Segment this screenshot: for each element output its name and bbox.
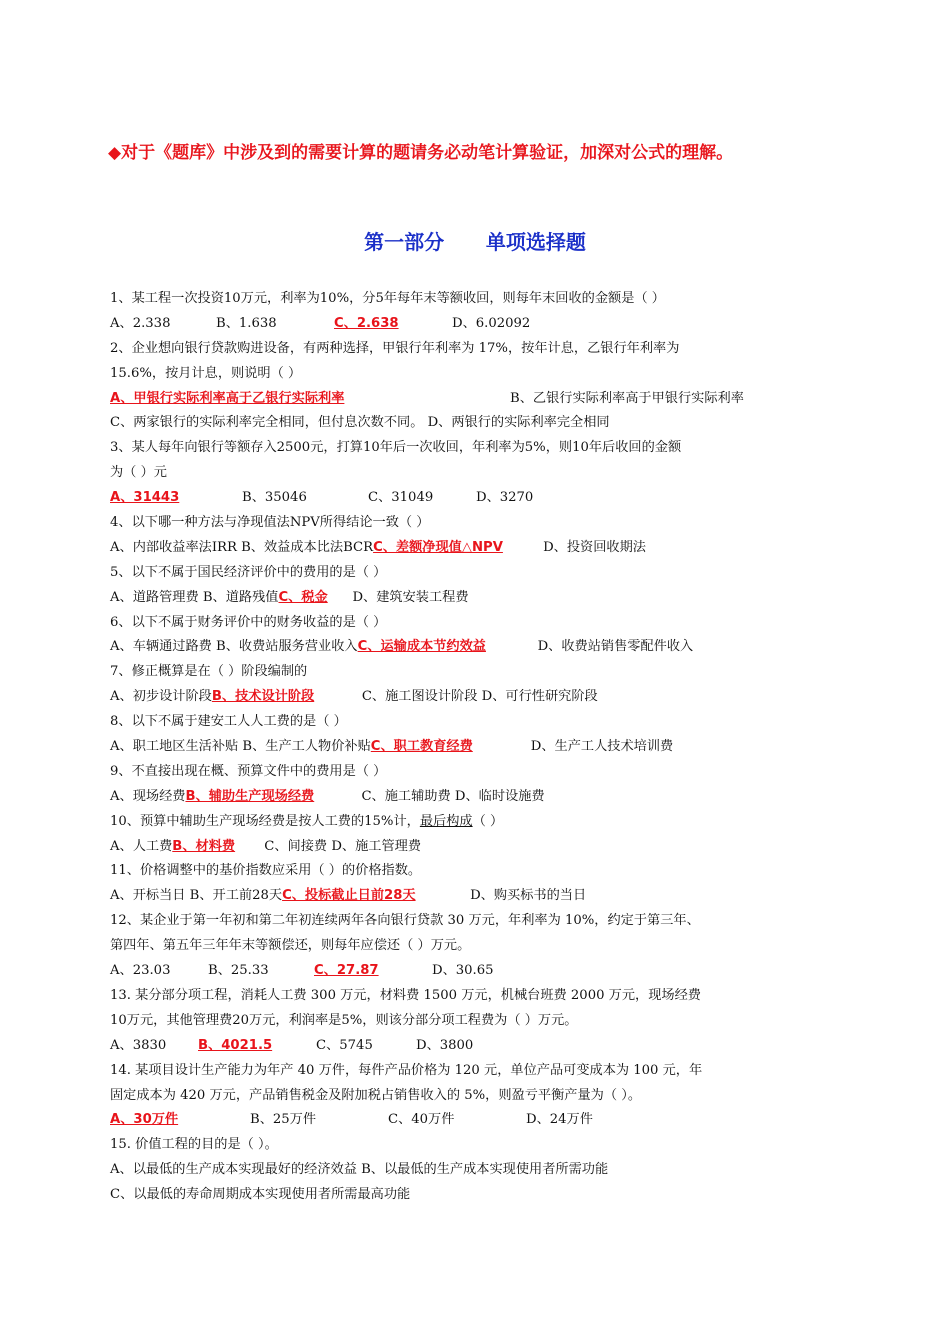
- text-line: [110, 511, 845, 536]
- correct-answer: A、31443: [110, 490, 180, 506]
- text-segment: A、职工地区生活补贴 B、生产工人物价补贴: [110, 739, 371, 755]
- text-segment: D、3800: [416, 1037, 474, 1053]
- question-list: [110, 287, 845, 1208]
- text-line: [110, 810, 845, 835]
- text-segment: D、建筑安装工程费: [352, 589, 469, 605]
- text-line: [110, 884, 845, 909]
- text-segment: A、车辆通过路费 B、收费站服务营业收入: [110, 639, 358, 655]
- text-line: [110, 1183, 845, 1208]
- text-segment: C、两家银行的实际利率完全相同，但付息次数不同。 D、两银行的实际利率完全相同: [110, 415, 610, 431]
- text-segment: A、人工费: [110, 838, 173, 854]
- text-line: [110, 611, 845, 636]
- text-segment: C、以最低的寿命周期成本实现使用者所需最高功能: [110, 1187, 411, 1203]
- text-segment: 9、不直接出现在概、预算文件中的费用是（ ）: [110, 763, 387, 779]
- text-line: [110, 586, 845, 611]
- text-segment: D、30.65: [432, 963, 494, 979]
- text-line: [110, 735, 845, 760]
- text-line: [110, 536, 845, 561]
- text-segment: B、25.33: [208, 963, 269, 979]
- text-segment: B、1.638: [216, 315, 277, 331]
- text-segment: D、生产工人技术培训费: [530, 739, 674, 755]
- text-segment: 6、以下不属于财务评价中的财务收益的是（ ）: [110, 614, 387, 630]
- text-line: [110, 1034, 845, 1059]
- text-segment: 2、企业想向银行贷款购进设备，有两种选择，甲银行年利率为 17%，按年计息，乙银行年利率为: [110, 340, 680, 356]
- text-segment: A、23.03: [110, 963, 171, 979]
- text-segment: D、投资回收期法: [543, 539, 646, 555]
- text-segment: 7、修正概算是在（ ）阶段编制的: [110, 664, 308, 680]
- text-line: [110, 635, 845, 660]
- text-segment: D、收费站销售零配件收入: [537, 639, 694, 655]
- text-line: [110, 710, 845, 735]
- correct-answer: C、税金: [278, 589, 328, 605]
- text-segment: B、25万件: [250, 1112, 317, 1128]
- text-segment: 10、预算中辅助生产现场经费是按人工费的15%计，: [110, 813, 420, 829]
- text-segment: C、施工图设计阶段 D、可行性研究阶段: [361, 689, 598, 705]
- text-segment: 14. 某项目设计生产能力为年产 40 万件，每件产品价格为 120 元，单位产品可变成本为 100 元，年: [110, 1062, 703, 1078]
- text-line: [110, 312, 845, 337]
- text-line: [110, 785, 845, 810]
- section-title: 第一部分 单项选择题: [364, 230, 586, 254]
- text-line: [110, 561, 845, 586]
- text-line: [110, 461, 845, 486]
- text-line: [110, 1133, 845, 1158]
- text-line: [110, 1108, 845, 1133]
- text-segment: （ ）: [472, 813, 504, 829]
- correct-answer: A、甲银行实际利率高于乙银行实际利率: [110, 390, 345, 406]
- text-segment: C、5745: [316, 1037, 373, 1053]
- text-segment: A、3830: [110, 1037, 167, 1053]
- text-segment: 15. 价值工程的目的是（ ）。: [110, 1137, 278, 1153]
- text-segment: C、间接费 D、施工管理费: [264, 838, 422, 854]
- correct-answer: C、2.638: [334, 315, 399, 331]
- text-line: [110, 362, 845, 387]
- text-line: [110, 859, 845, 884]
- text-line: [110, 1009, 845, 1034]
- text-segment: B、35046: [242, 490, 307, 506]
- text-segment: 10万元，其他管理费20万元，利润率是5%，则该分部分项工程费为（ ）万元。: [110, 1012, 578, 1028]
- correct-answer: B、4021.5: [198, 1037, 273, 1053]
- text-segment: 4、以下哪一种方法与净现值法NPV所得结论一致（ ）: [110, 515, 430, 531]
- text-line: [110, 835, 845, 860]
- text-segment: A、现场经费: [110, 788, 186, 804]
- text-segment: 15.6%，按月计息，则说明（ ）: [110, 365, 302, 381]
- text-segment: A、以最低的生产成本实现最好的经济效益 B、以最低的生产成本实现使用者所需功能: [110, 1162, 609, 1178]
- correct-answer: C、运输成本节约效益: [357, 639, 486, 655]
- correct-answer: B、技术设计阶段: [211, 689, 315, 705]
- text-segment: A、道路管理费 B、道路残值: [110, 589, 279, 605]
- correct-answer: C、投标截止日前28天: [282, 888, 416, 904]
- text-line: [110, 1059, 845, 1084]
- correct-answer: C、职工教育经费: [370, 739, 473, 755]
- correct-answer: B、辅助生产现场经费: [185, 788, 315, 804]
- text-segment: A、开标当日 B、开工前28天: [110, 888, 283, 904]
- text-segment: 5、以下不属于国民经济评价中的费用的是（ ）: [110, 564, 387, 580]
- text-line: [110, 436, 845, 461]
- text-segment: 最后构成: [419, 813, 473, 829]
- text-line: [110, 287, 845, 312]
- text-line: [110, 337, 845, 362]
- text-line: [110, 909, 845, 934]
- text-segment: D、购买标书的当日: [470, 888, 587, 904]
- text-line: [110, 387, 845, 412]
- text-line: [110, 486, 845, 511]
- text-segment: D、24万件: [526, 1112, 593, 1128]
- text-segment: C、施工辅助费 D、临时设施费: [361, 788, 545, 804]
- text-line: [110, 760, 845, 785]
- text-line: [110, 959, 845, 984]
- text-segment: 13. 某分部分项工程，消耗人工费 300 万元，材料费 1500 万元，机械台班费 2000 万元，现场经费: [110, 987, 701, 1003]
- text-line: [110, 934, 845, 959]
- text-line: [110, 685, 845, 710]
- correct-answer: C、27.87: [314, 963, 379, 979]
- text-segment: 11、价格调整中的基价指数应采用（ ）的价格指数。: [110, 863, 422, 879]
- correct-answer: C、差额净现值△NPV: [373, 539, 503, 555]
- text-segment: 8、以下不属于建安工人人工费的是（ ）: [110, 714, 347, 730]
- text-segment: D、3270: [476, 490, 534, 506]
- text-line: [110, 984, 845, 1009]
- text-segment: C、31049: [368, 490, 434, 506]
- text-segment: 为（ ）元: [110, 465, 167, 481]
- text-line: [110, 1084, 845, 1109]
- correct-answer: A、30万件: [110, 1112, 179, 1128]
- text-line: [110, 1158, 845, 1183]
- correct-answer: B、材料费: [172, 838, 236, 854]
- text-segment: 3、某人每年向银行等额存入2500元，打算10年后一次收回，年利率为5%，则10年后收回的金额: [110, 440, 682, 456]
- text-segment: A、2.338: [110, 315, 171, 331]
- text-segment: D、6.02092: [452, 315, 531, 331]
- notice-text: ◆对于《题库》中涉及到的需要计算的题请务必动笔计算验证，加深对公式的理解。: [108, 143, 734, 163]
- text-segment: 固定成本为 420 万元，产品销售税金及附加税占销售收入的 5%，则盈亏平衡产量为（ ）。: [110, 1087, 642, 1103]
- text-segment: A、初步设计阶段: [110, 689, 212, 705]
- text-line: [110, 660, 845, 685]
- text-segment: B、乙银行实际利率高于甲银行实际利率: [510, 390, 744, 406]
- text-segment: A、内部收益率法IRR B、效益成本比法BCR: [110, 539, 374, 555]
- text-segment: 1、某工程一次投资10万元，利率为10%，分5年每年末等额收回，则每年末回收的金额是（ ）: [110, 291, 665, 306]
- text-line: [110, 411, 845, 436]
- text-segment: 第四年、第五年三年年末等额偿还，则每年应偿还（ ）万元。: [110, 938, 471, 954]
- text-segment: 12、某企业于第一年初和第二年初连续两年各向银行贷款 30 万元，年利率为 10%，约定于第三年、: [110, 913, 700, 929]
- text-segment: C、40万件: [388, 1112, 455, 1128]
